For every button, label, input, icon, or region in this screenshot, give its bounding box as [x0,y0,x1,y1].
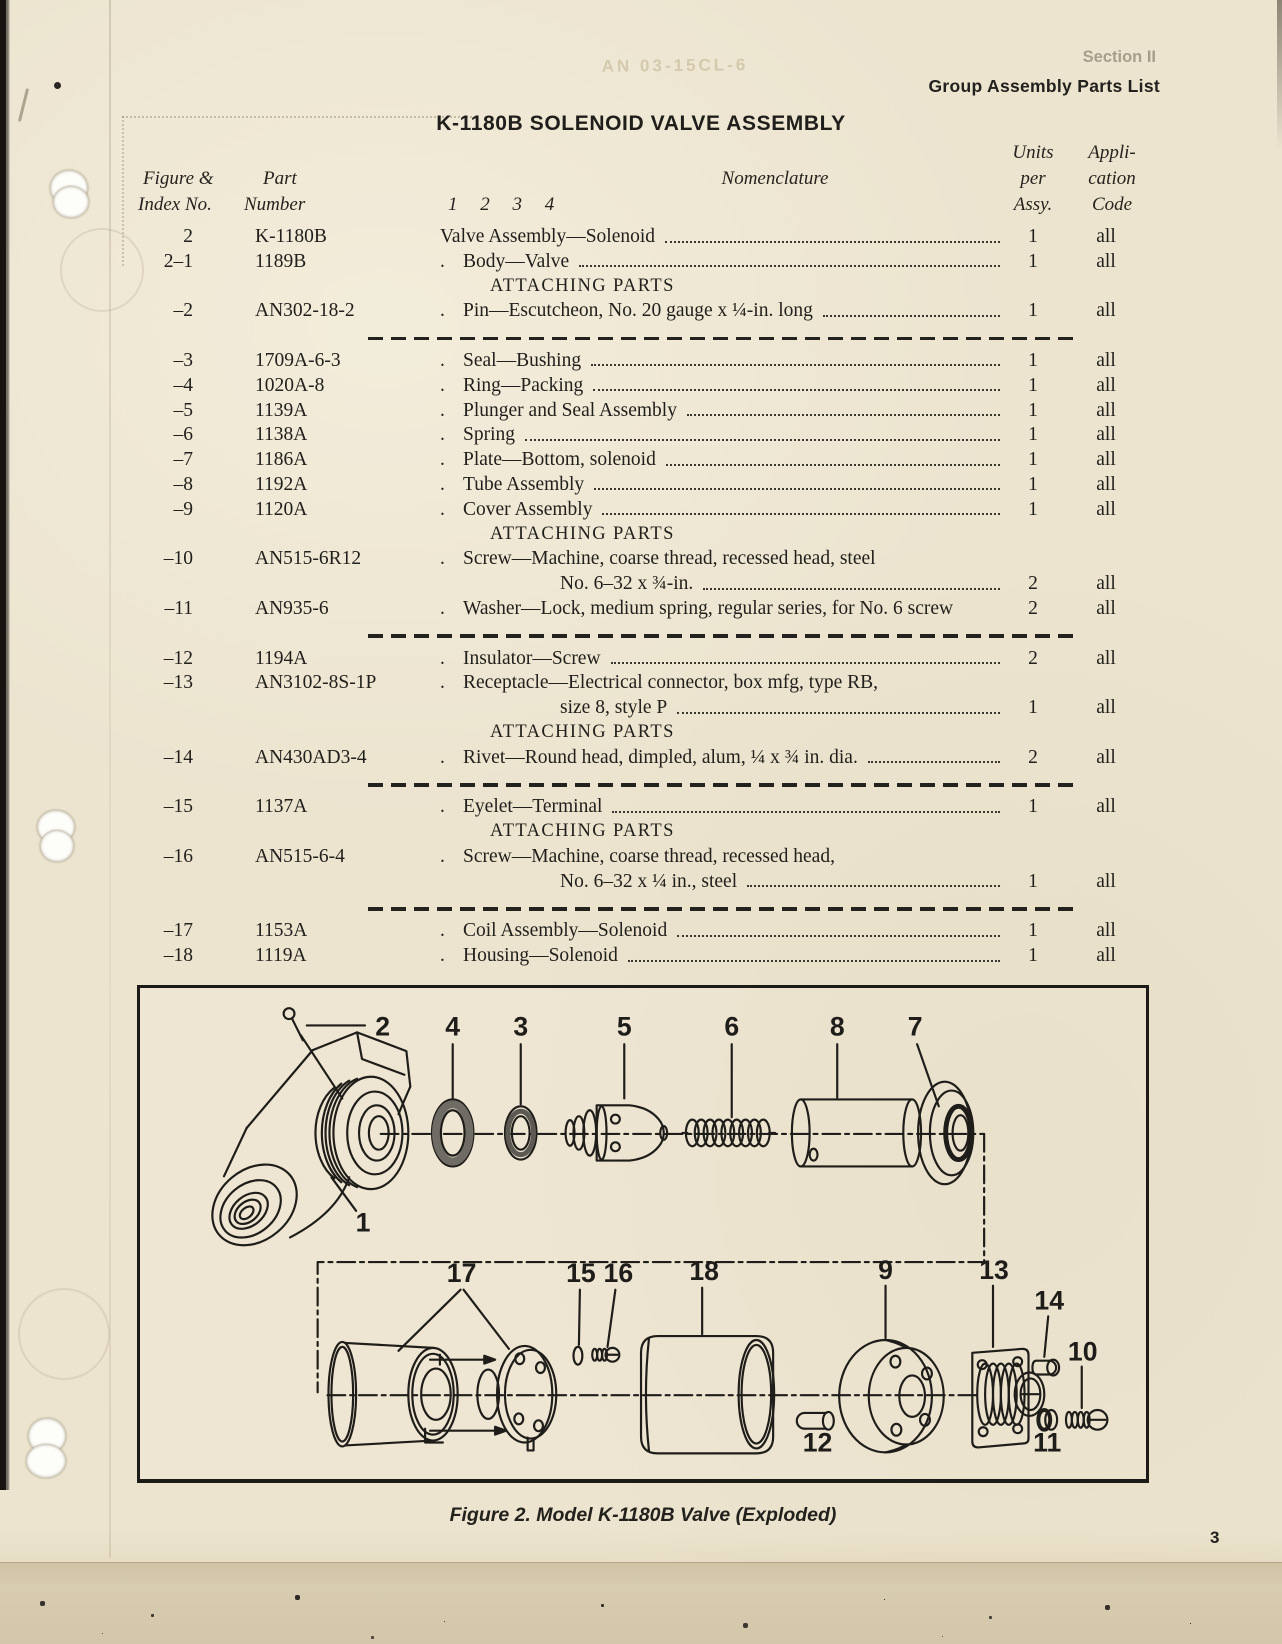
table-row [140,649,1154,674]
indent-dot: . [440,597,445,619]
callout-4: 4 [445,1011,461,1042]
indent-dot: . [440,548,445,570]
part-number-cell: AN515-6-4 [255,845,345,867]
part-plunger [566,1044,668,1160]
nomenclature-cell [440,227,1008,247]
table-row [140,425,1154,450]
leader-dots [611,662,1000,664]
nomenclature-text: Screw—Machine, coarse thread, recessed head, steel [463,548,876,570]
leader-dots [747,885,1000,887]
nomenclature-cell [440,649,1008,669]
part-number-cell: 1709A-6-3 [255,349,341,371]
nomenclature-text: Seal—Bushing [463,349,582,371]
nomenclature-cell [440,425,1008,445]
callout-9: 9 [878,1254,893,1285]
table-row [140,475,1154,500]
table-row [140,450,1154,475]
callout-15: 15 [566,1257,596,1288]
indent-dot: . [440,424,445,446]
table-row [140,847,1154,872]
indent-dot: . [440,374,445,396]
figure-caption: Figure 2. Model K-1180B Valve (Exploded) [449,1504,837,1526]
index-cell: –17 [163,920,193,942]
attaching-parts-header [140,525,1154,550]
code-cell: all [1096,697,1116,719]
indent-dot: . [440,349,445,371]
indent-dot: . [440,945,445,967]
nomenclature-text: Receptacle—Electrical connector, box mfg, type RB, [463,672,879,694]
ink-dot [54,82,61,89]
units-cell: 1 [1028,226,1038,247]
punch-hole [40,830,74,862]
units-cell: 1 [1028,374,1038,396]
code-cell: all [1096,473,1116,495]
nomenclature-cell [440,921,1008,941]
part-screw-machine [1066,1367,1107,1430]
nomenclature-cell [440,698,1008,718]
nomenclature-text: Body—Valve [463,250,570,272]
callout-5: 5 [616,1011,632,1042]
table-row [140,946,1154,971]
units-cell: 2 [1028,573,1038,595]
leader-dots [868,761,1000,763]
index-cell: –2 [173,300,193,322]
attaching-parts-header [140,277,1154,302]
callout-17: 17 [446,1257,477,1288]
nomenclature-text: Housing—Solenoid [463,945,618,967]
parts-table-body [140,227,1154,971]
table-row [140,301,1154,326]
index-cell: –12 [163,647,193,669]
index-cell: –9 [173,498,193,520]
units-cell: 1 [1028,697,1038,719]
index-cell: 2–1 [163,250,193,272]
leader-dots [579,265,1000,267]
indent-dot: . [440,672,445,694]
index-cell: –5 [173,399,193,421]
table-row-continuation [140,698,1154,723]
callout-2: 2 [375,1011,391,1042]
part-number-cell: 1120A [255,498,308,520]
page-number: 3 [1210,1528,1220,1547]
attaching-parts-label: ATTACHING PARTS [490,821,675,842]
table-row [140,500,1154,525]
nomenclature-text: Washer—Lock, medium spring, regular series, for No. 6 screw [463,597,954,619]
indent-dot: . [440,250,445,272]
callout-7: 7 [907,1011,923,1042]
scan-edge-left [0,0,10,1490]
nomenclature-text: Insulator—Screw [463,647,601,669]
col-header-cation: cation [1088,168,1136,189]
punch-hole [26,1444,66,1478]
punch-hole [53,186,89,218]
table-row [140,921,1154,946]
nomenclature-text: Plate—Bottom, solenoid [463,449,656,471]
nomenclature-cell [440,797,1008,817]
table-row [140,252,1154,277]
code-cell: all [1096,226,1116,247]
index-cell: 2 [183,226,193,247]
exploded-diagram [140,988,1146,1479]
part-cover-assembly [839,1286,944,1453]
part-number-cell: AN935-6 [255,597,329,619]
part-number-cell: 1139A [255,399,308,421]
part-rivet [1032,1316,1059,1375]
units-cell: 2 [1028,597,1038,619]
callout-3: 3 [513,1011,529,1042]
table-row-continuation [140,574,1154,599]
callout-8: 8 [829,1011,845,1042]
index-cell: –15 [163,796,193,818]
index-cell: –13 [163,672,193,694]
leader-dots [594,488,1000,490]
scan-speckles [40,1601,45,1606]
indent-dot: . [440,647,445,669]
col-header-part: Part [263,168,297,189]
nomenclature-text: Screw—Machine, coarse thread, recessed head, [463,845,835,867]
table-row [140,227,1154,252]
part-valve-body [196,1032,410,1262]
nomenclature-cell [440,252,1008,272]
part-coil-assembly [328,1290,556,1451]
indent-dot: . [440,845,445,867]
nomenclature-text: size 8, style P [560,697,668,719]
units-cell: 1 [1028,796,1038,818]
nomenclature-cell [440,748,1008,768]
table-row [140,401,1154,426]
part-screw-small [592,1290,619,1362]
code-cell: all [1096,250,1116,272]
col-header-code: Code [1091,194,1133,215]
units-cell: 1 [1028,300,1038,322]
index-cell: –6 [173,424,193,446]
callout-16: 16 [603,1257,634,1288]
table-row [140,351,1154,376]
nomenclature-cell [440,376,1008,396]
part-number-cell: 1194A [255,647,308,669]
attaching-parts-label: ATTACHING PARTS [490,523,675,544]
callout-10: 10 [1067,1336,1098,1367]
col-header-nomenclature: Nomenclature [721,168,829,189]
table-row [140,797,1154,822]
nomenclature-text: Rivet—Round head, dimpled, alum, ¼ x ¾ in. dia. [463,746,858,768]
part-number-cell: 1189B [255,250,307,272]
callout-12: 12 [802,1427,833,1458]
part-eyelet-terminal [573,1290,582,1365]
table-row-continuation [140,872,1154,897]
leader-dots [666,464,1000,466]
nomenclature-text: Pin—Escutcheon, No. 20 gauge x ¼-in. long [463,300,813,322]
nomenclature-text: Eyelet—Terminal [463,796,603,818]
units-cell: 1 [1028,870,1038,892]
col-header-indent-levels: 1 2 3 4 [448,194,564,215]
leader-dots [677,935,1000,937]
part-number-cell: K-1180B [255,226,327,247]
index-cell: –8 [173,473,193,495]
nomenclature-cell [440,450,1008,470]
leader-dots [703,588,1000,590]
leader-dots [677,712,1000,714]
table-divider [140,624,1154,649]
divider-dash-line [368,337,1080,340]
indent-dot: . [440,300,445,322]
nomenclature-cell [440,500,1008,520]
nomenclature-text: Plunger and Seal Assembly [463,399,677,421]
code-cell: all [1096,746,1116,768]
part-number-cell: 1192A [255,473,308,495]
index-cell: –4 [173,374,193,396]
nomenclature-text: Valve Assembly—Solenoid [440,226,656,247]
leader-dots [525,439,1000,441]
leader-dots [823,315,1000,317]
units-cell: 1 [1028,449,1038,471]
section-reference: Section II [1082,48,1156,66]
code-cell: all [1096,374,1116,396]
units-cell: 2 [1028,746,1038,768]
nomenclature-text: Cover Assembly [463,498,593,520]
units-cell: 1 [1028,349,1038,371]
units-cell: 1 [1028,920,1038,942]
index-cell: –7 [173,449,193,471]
part-ring-packing [432,1044,473,1166]
leader-dots [612,811,1000,813]
punch-ghost-ring [18,1288,110,1380]
attaching-parts-label: ATTACHING PARTS [490,721,675,742]
part-number-cell: 1020A-8 [255,374,325,396]
nomenclature-cell [440,946,1008,966]
attaching-parts-header [140,723,1154,748]
callout-11: 11 [1033,1427,1062,1458]
nomenclature-cell [440,847,1008,867]
table-row [140,376,1154,401]
code-cell: all [1096,349,1116,371]
col-header-per: per [1020,168,1046,189]
indent-dot: . [440,399,445,421]
indent-dot: . [440,746,445,768]
part-number-cell: AN302-18-2 [255,300,355,322]
units-cell: 2 [1028,647,1038,669]
col-header-number: Number [244,194,306,215]
code-cell: all [1096,796,1116,818]
index-cell: –3 [173,349,193,371]
code-cell: all [1096,573,1116,595]
units-cell: 1 [1028,399,1038,421]
nomenclature-cell [440,549,1008,569]
code-cell: all [1096,399,1116,421]
code-cell: all [1096,870,1116,892]
callout-13: 13 [979,1254,1009,1285]
index-cell: –11 [164,597,193,619]
leader-dots [628,960,1000,962]
table-divider [140,897,1154,922]
index-cell: –18 [163,945,193,967]
part-number-cell: 1137A [255,796,308,818]
callout-18: 18 [689,1255,719,1286]
table-row [140,748,1154,773]
figure-frame [137,985,1149,1483]
table-row [140,549,1154,574]
col-header-units: Units [1012,142,1054,163]
part-bottom-plate [917,1044,973,1184]
indent-dot: . [440,449,445,471]
callout-6: 6 [724,1011,740,1042]
code-cell: all [1096,920,1116,942]
code-cell: all [1096,449,1116,471]
part-number-cell: 1153A [255,920,308,942]
units-cell: 1 [1028,250,1038,272]
attaching-parts-header [140,822,1154,847]
units-cell: 1 [1028,945,1038,967]
leader-dots [591,364,1000,366]
code-cell: all [1096,945,1116,967]
indent-dot: . [440,498,445,520]
table-divider [140,773,1154,798]
nomenclature-cell [440,301,1008,321]
col-header-assy: Assy. [1013,194,1053,215]
nomenclature-text: Ring—Packing [463,374,584,396]
leader-dots [687,414,1000,416]
page-title: K-1180B SOLENOID VALVE ASSEMBLY [436,112,846,135]
punch-ghost-ring [60,228,144,312]
indent-dot: . [440,920,445,942]
code-cell: all [1096,424,1116,446]
part-number-cell: AN515-6R12 [255,548,362,570]
part-number-cell: 1138A [255,424,308,446]
table-row [140,673,1154,698]
faded-document-stamp: AN 03-15CL-6 [601,55,749,76]
col-header-appli: Appli- [1088,142,1136,163]
nomenclature-text: Spring [463,424,516,446]
table-divider [140,326,1154,351]
nomenclature-cell [440,574,1008,594]
indent-dot: . [440,796,445,818]
divider-dash-line [368,907,1080,910]
part-tube-assembly [792,1044,921,1166]
code-cell: all [1096,647,1116,669]
group-assembly-header: Group Assembly Parts List [928,76,1160,96]
nomenclature-cell [440,599,1008,619]
nomenclature-cell [440,351,1008,371]
table-row [140,599,1154,624]
leader-dots [602,513,1000,515]
part-housing [641,1288,774,1454]
index-cell: –16 [163,845,193,867]
index-cell: –10 [163,548,193,570]
divider-dash-line [368,783,1080,786]
part-number-cell: AN3102-8S-1P [255,672,377,694]
nomenclature-text: No. 6–32 x ¾-in. [560,573,694,595]
nomenclature-cell [440,401,1008,421]
units-cell: 1 [1028,424,1038,446]
index-cell: –14 [163,746,193,768]
attaching-parts-label: ATTACHING PARTS [490,275,675,296]
dotted-artifact [122,116,124,266]
units-cell: 1 [1028,473,1038,495]
scan-bottom-strip [0,1562,1282,1644]
nomenclature-text: No. 6–32 x ¼ in., steel [560,870,738,892]
divider-dash-line [368,634,1080,637]
leader-dots [593,389,1000,391]
code-cell: all [1096,597,1116,619]
part-seal-bushing [505,1044,537,1159]
nomenclature-cell [440,475,1008,495]
nomenclature-text: Coil Assembly—Solenoid [463,920,668,942]
nomenclature-cell [440,872,1008,892]
nomenclature-cell [440,673,1008,693]
part-number-cell: AN430AD3-4 [255,746,367,768]
code-cell: all [1096,498,1116,520]
callout-14: 14 [1034,1285,1065,1316]
code-cell: all [1096,300,1116,322]
callout-1: 1 [355,1207,371,1238]
units-cell: 1 [1028,498,1038,520]
indent-dot: . [440,473,445,495]
col-header-figure: Figure & [143,168,214,189]
col-header-index: Index No. [138,194,212,215]
nomenclature-text: Tube Assembly [463,473,585,495]
part-spring [682,1044,775,1146]
leader-dots [665,241,1000,243]
part-number-cell: 1186A [255,449,308,471]
part-number-cell: 1119A [255,945,307,967]
